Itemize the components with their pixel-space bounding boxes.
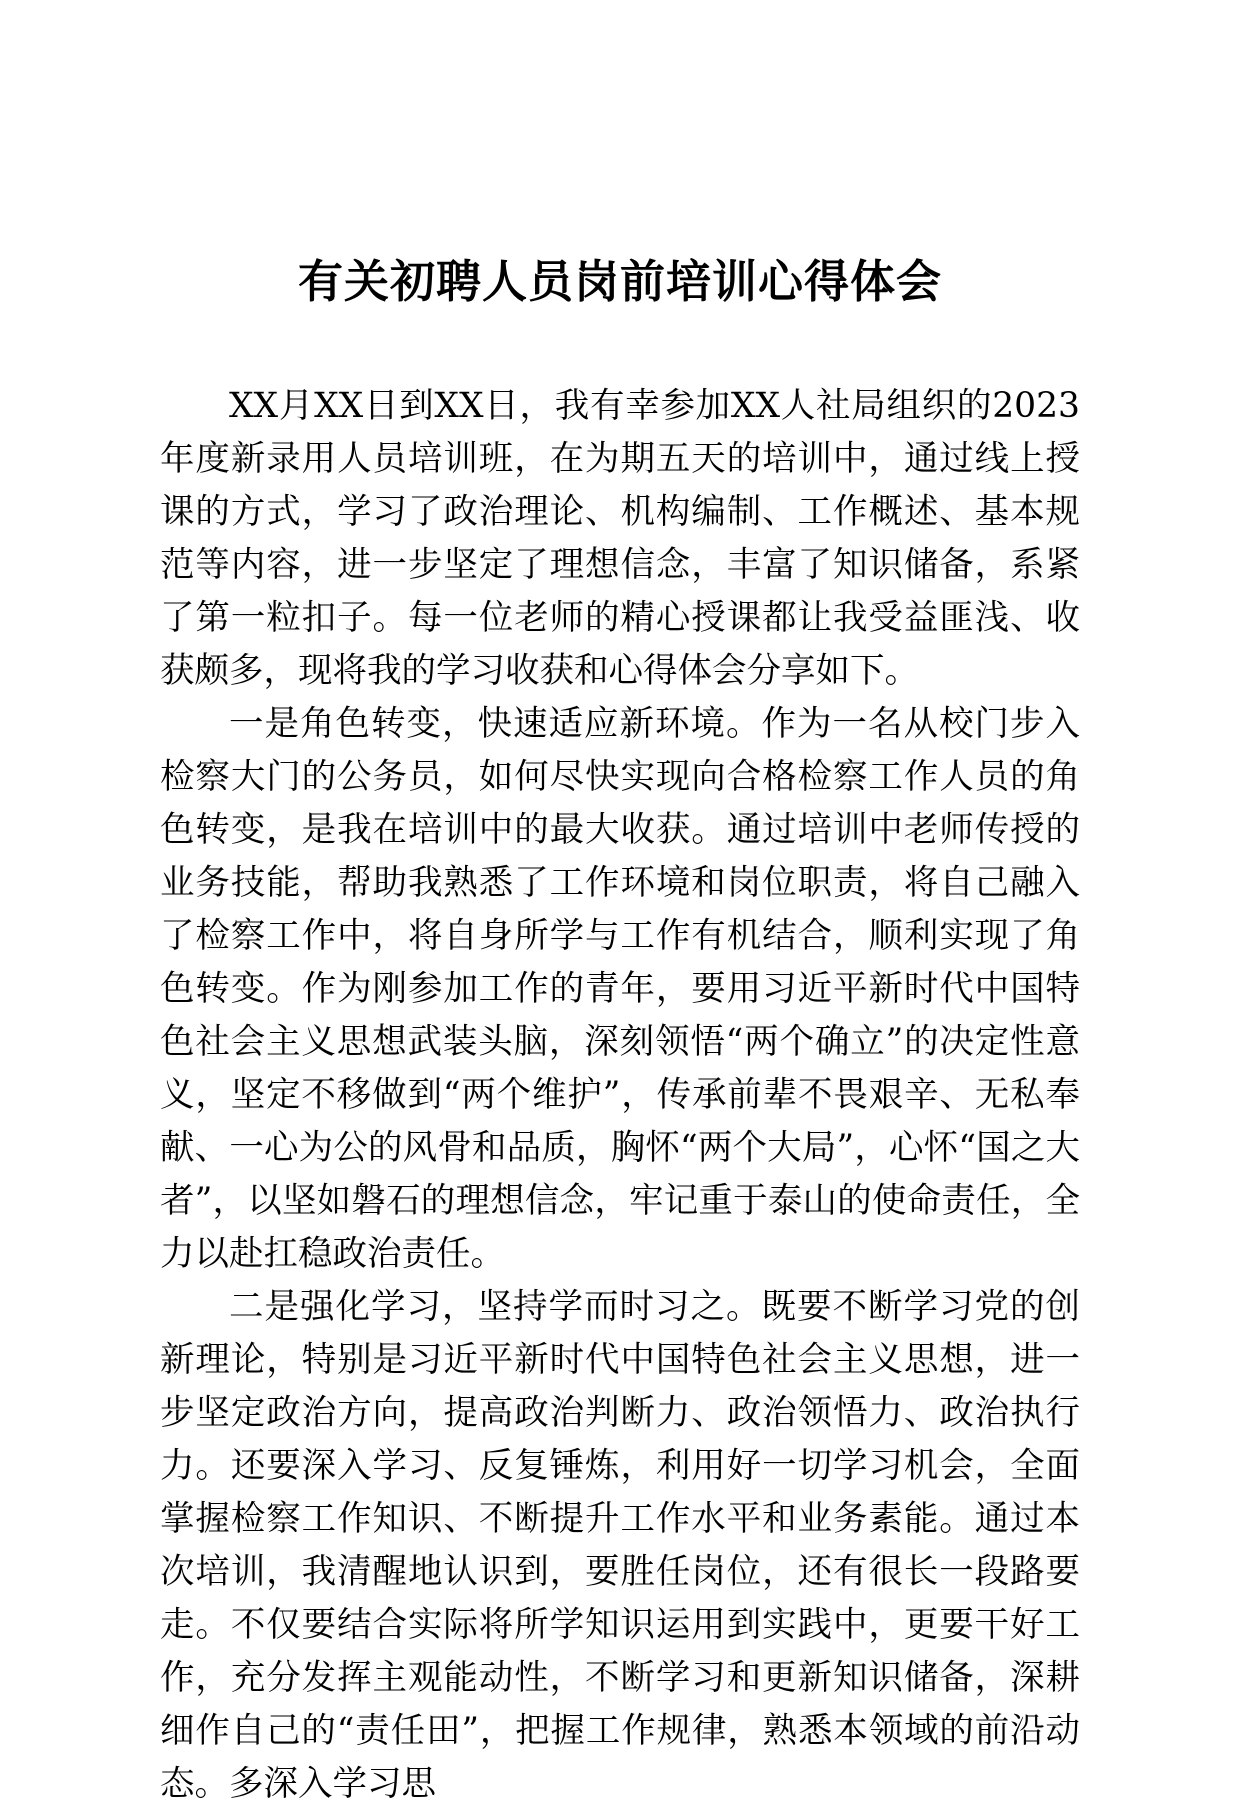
document-title: 有关初聘人员岗前培训心得体会 xyxy=(297,255,942,308)
paragraph-role-change: 一是角色转变，快速适应新环境。作为一名从校门步入检察大门的公务员，如何尽快实现向合格检察工作人员的角色转变，是我在培训中的最大收获。通过培训中老师传授的业务技能，帮助我熟悉了工作环境和岗位职责，将自己融入了检察工作中，将自身所学与工作有机结合，顺利实现了角色转变。作为刚参加工作的青年，要用习近平新时代中国特色社会主义思想武装头脑，深刻领悟“两个确立”的决定性意义，坚定不移做到“两个维护”，传承前辈不畏艰辛、无私奉献、一心为公的风骨和品质，胸怀“两个大局”，心怀“国之大者”，以坚如磐石的理想信念，牢记重于泰山的使命责任，全力以赴扛稳政治责任。 xyxy=(160,704,1080,1274)
paragraph-intro: XX月XX日到XX日，我有幸参加XX人社局组织的2023年度新录用人员培训班，在为期五天的培训中，通过线上授课的方式，学习了政治理论、机构编制、工作概述、基本规范等内容，进一步坚定了理想信念，丰富了知识储备，系紧了第一粒扣子。每一位老师的精心授课都让我受益匪浅、收获颇多，现将我的学习收获和心得体会分享如下。 xyxy=(160,386,1080,691)
document-body xyxy=(160,380,1080,1811)
paragraph-strengthen-learning: 二是强化学习，坚持学而时习之。既要不断学习党的创新理论，特别是习近平新时代中国特色社会主义思想，进一步坚定政治方向，提高政治判断力、政治领悟力、政治执行力。还要深入学习、反复锤炼，利用好一切学习机会，全面掌握检察工作知识、不断提升工作水平和业务素能。通过本次培训，我清醒地认识到，要胜任岗位，还有很长一段路要走。不仅要结合实际将所学知识运用到实践中，更要干好工作，充分发挥主观能动性，不断学习和更新知识储备，深耕细作自己的“责任田”，把握工作规律，熟悉本领域的前沿动态。多深入学习思 xyxy=(160,1287,1080,1804)
